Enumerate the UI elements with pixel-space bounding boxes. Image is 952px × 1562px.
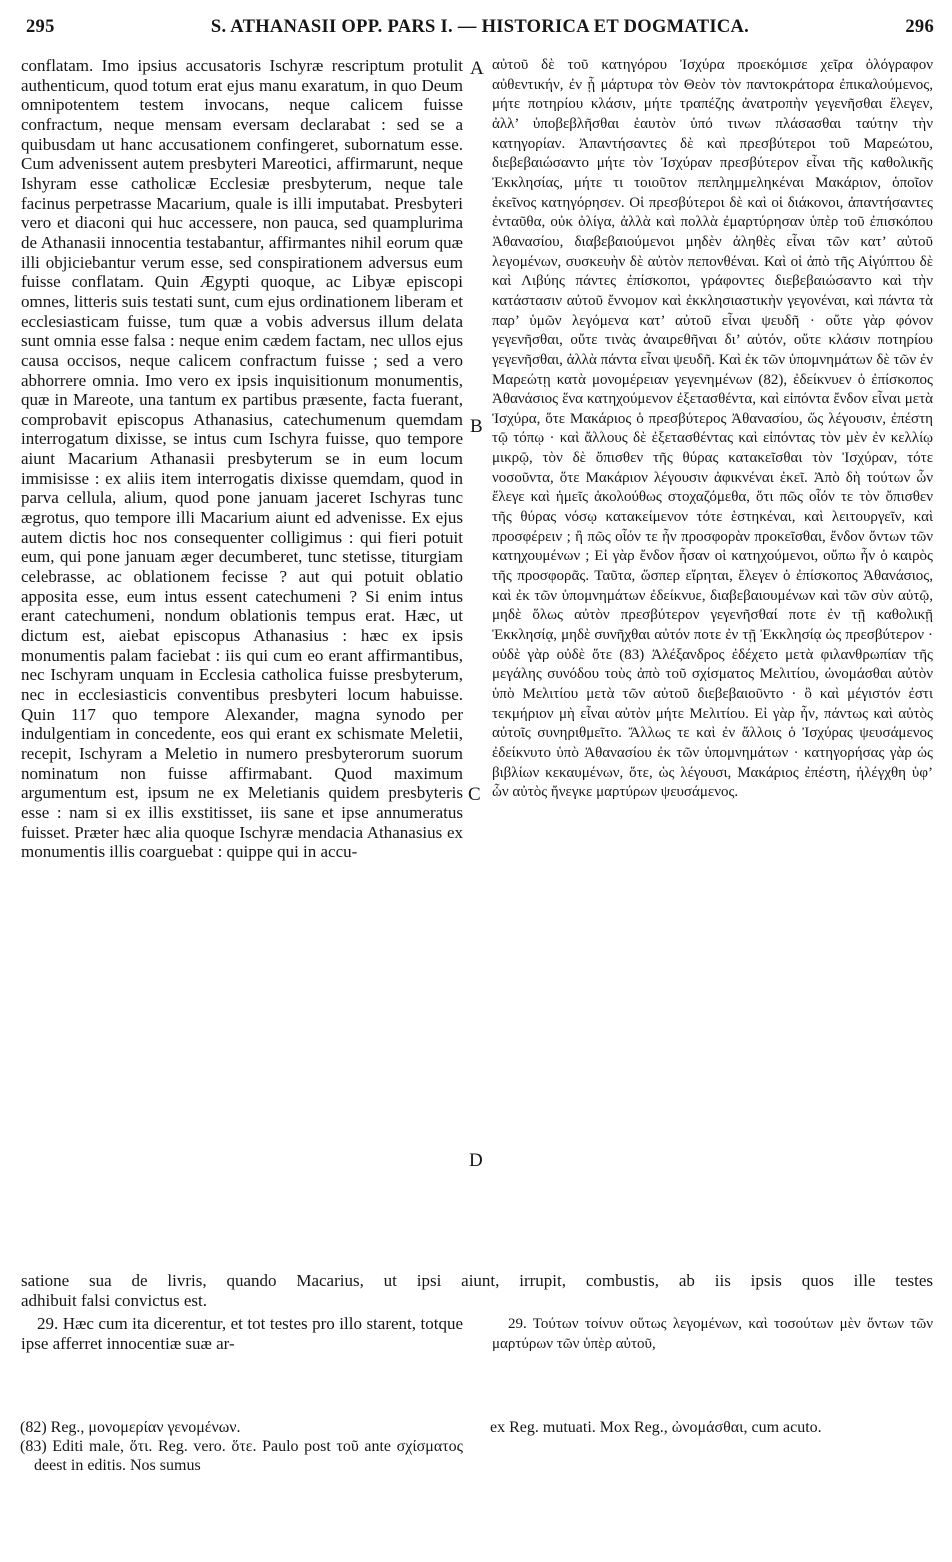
section-marker-a: A xyxy=(470,58,484,79)
latin-column xyxy=(21,56,463,862)
footnotes-right xyxy=(490,1418,930,1437)
section-29-latin xyxy=(21,1314,463,1353)
continuation-line-2: adhibuit falsi convictus est. xyxy=(21,1290,208,1310)
section-29-greek-text: 29. Τούτων τοίνυν οὕτως λεγομένων, καὶ τοσούτων μὲν ὄντων τῶν μαρτύρων τῶν ὑπὲρ αὐτοῦ, xyxy=(492,1316,933,1352)
section-29-greek xyxy=(492,1314,933,1354)
section-29-latin-text: 29. Hæc cum ita dicerentur, et tot testes pro illo starent, totque ipse afferret innocentiæ suæ ar- xyxy=(21,1314,463,1353)
greek-paragraph: αὐτοῦ δὲ τοῦ κατηγόρου Ἰσχύρα προεκόμισε χεῖρα ὁλόγραφον αὐθεντικήν, ἐν ᾗ μάρτυρα τὸν Θεὸν τὸν παντοκράτορα ἐπικαλούμενος, μήτε ποτηρίου κλάσιν, μήτε τραπέζης ἀνατροπὴν γεγενῆσθαι ἔλεγεν, ἀλλ’ ὑποβεβλῆσθαι ἑαυτὸν ὑπό τινων πλάσασθαι ταύτην τὴν κατηγορίαν. Ἀπαντήσαντες δὲ καὶ πρεσβύτεροι τοῦ Μαρεώτου, διεβεβαιώσαντο μήτε τὸν Ἰσχύραν πρεσβύτερον εἶναι τῆς καθολικῆς Ἐκκλησίας, μήτε τι τοιοῦτον πεπλημμεληκέναι Μακάριον, ὁποῖον ἐκεῖνος κατηγόρησεν. Οἱ πρεσβύτεροι δὲ καὶ οἱ διάκονοι, ἀπαντήσαντες ἐνταῦθα, οὐκ ὀλίγα, ἀλλὰ καὶ πολλὰ ἐμαρτύρησαν ὑπὲρ τοῦ ἐπισκόπου Ἀθανασίου, διαβεβαιούμενοι μηδὲν ἀληθὲς εἶναι τῶν κατ’ αὐτοῦ λεγομένων, συσκευὴν δὲ αὐτὸν πεπονθέναι. Καὶ οἱ ἀπὸ τῆς Αἰγύπτου δὲ καὶ Λιβύης πάντες ἐπίσκοποι, γράφοντες διεβεβαιώσαντο καὶ τὴν κατάστασιν αὐτοῦ ἔννομον καὶ ἐκκλησιαστικὴν γεγονέναι, καὶ πάντα τὰ παρ’ ὑμῶν λεγόμενα κατ’ αὐτοῦ εἶναι ψευδῆ · οὔτε γὰρ φόνον γεγενῆσθαι, οὔτε τινὰς ἀναιρεθῆναι δι’ αὐτόν, οὔτε κλάσιν ποτηρίου γεγενῆσθαι, ἀλλὰ πάντα εἶναι ψευδῆ. Καὶ ἐκ τῶν ὑπομνημάτων δὲ τῶν ἐν Μαρεώτῃ κατὰ μονομέρειαν γεγενημένων (82), ἐδείκνυεν ὁ ἐπίσκοπος Ἀθανάσιος ἕνα κατηχούμενον ἐξετασθέντα, καὶ εἰπόντα ἔνδον εἶναι μετὰ Ἰσχύρα, ὅτε Μακάριος ὁ πρεσβύτερος Ἀθανασίου, ὥς λέγουσιν, ἐπέστη τῷ τόπῳ · καὶ ἄλλους δὲ ἐξετασθέντας καὶ εἰπόντας τὸν μὲν ἐν κελλίῳ μικρῷ, τὸν δὲ ὄπισθεν τῆς θύρας κατακεῖσθαι τὸν Ἰσχύραν, τότε νοσοῦντα, ὅτε Μακάριον λέγουσιν ἀφικνέναι ἐκεῖ. Ἀπὸ δὴ τούτων ὧν ἔλεγε καὶ ἡμεῖς ἀκολούθως στοχαζόμεθα, ὅτι πῶς οἷόν τε τὸν ὄπισθεν τῆς θύρας νόσῳ κατακείμενον τότε ἑστηκέναι, καὶ λειτουργεῖν, καὶ προσφέρειν ; ἢ πῶς οἷόν τε ἦν προσφορὰν προκεῖσθαι, ἔνδον ὄντων τῶν κατηχουμένων ; Εἰ γὰρ ἔνδον ἦσαν οἱ κατηχούμενοι, οὔπω ἦν ὁ καιρὸς τῆς προσφορᾶς. Ταῦτα, ὥσπερ εἴρηται, ἔλεγεν ὁ ἐπίσκοπος Ἀθανάσιος, καὶ ἐκ τῶν ὑπομνημάτων ἐδείκνυε, διαβεβαιουμένων καὶ τῶν σὺν αὐτῷ, μηδὲ ὅλως αὐτὸν πρεσβύτερον γεγενῆσθαί ποτε ἐν τῇ καθολικῇ Ἐκκλησίᾳ, μηδὲ συνῆχθαι αὐτόν ποτε ἐν τῇ Ἐκκλησίᾳ ὡς πρεσβύτερον · οὐδὲ γὰρ οὐδὲ ὅτε (83) Ἀλέξανδρος ἐδέχετο μετὰ φιλανθρωπίαν τῆς μεγάλης συνόδου τοὺς ἀπὸ τοῦ σχίσματος Μελιτίου, ὠνομάσθαι αὐτὸν ὑπὸ Μελιτίου μετὰ τῶν αὐτοῦ διεβεβαιοῦντο · ὃ καὶ μέγιστόν ἐστι τεκμήριον μὴ εἶναι αὐτὸν μήτε Μελιτίου. Εἰ γὰρ ἦν, πάντως καὶ αὐτὸς αὐτοῖς συνηριθμεῖτο. Ἄλλως τε καὶ ἐν ἄλλοις ὁ Ἰσχύρας ψευσάμενος ἐδείκνυτο ὑπὸ Ἀθανασίου ἐκ τῶν ὑπομνημάτων · κατηγορήσας γὰρ ὡς βιβλίων κεκαυμένων, ὅτε, ὡς λέγουσι, Μακάριος ἐπέστη, ἠλέγχθη ὑφ’ ὧν αὐτὸς ἤνεγκε μαρτύρων ψευσάμενος. xyxy=(492,57,933,801)
continuation-line-1: satione sua de livris, quando Macarius, ut ipsi aiunt, irrupit, combustis, ab iis ipsis quos ille testes xyxy=(21,1271,933,1290)
footnote-continuation: ex Reg. mutuati. Mox Reg., ὠνομάσθαι, cum acuto. xyxy=(490,1419,822,1436)
section-marker-b: B xyxy=(470,416,483,437)
full-width-continuation xyxy=(21,1271,933,1310)
section-marker-c: C xyxy=(468,784,481,805)
running-title: S. ATHANASII OPP. PARS I. — HISTORICA ET DOGMATICA. xyxy=(210,17,750,37)
greek-column xyxy=(492,56,933,803)
footnotes-left xyxy=(20,1418,463,1475)
page-number-left: 295 xyxy=(26,17,55,37)
running-header xyxy=(26,17,934,43)
page-number-right: 296 xyxy=(905,17,934,37)
section-marker-d: D xyxy=(469,1150,483,1171)
footnote-83: (83) Editi male, ὅτι. Reg. vero. ὅτε. Paulo post τοῦ ante σχίσματος deest in editis. Nos sumus xyxy=(20,1438,463,1474)
latin-paragraph: conflatam. Imo ipsius accusatoris Ischyræ rescriptum protulit authenticum, quod totum erat ejus manu exaratum, in quo Deum omnipotentem testem invocans, neque calicem fuisse confractum, neque mensam eversam declarabat : sed se a quibusdam ut hanc accusationem confingeret, subornatum esse. Cum advenissent autem presbyteri Mareotici, affirmarunt, neque Ishyram esse catholicæ Ecclesiæ presbyterum, neque tale facinus perpetrasse Macarium, quale is illi imputabat. Presbyteri vero et diaconi qui huc accessere, non pauca, sed quamplurima de Athanasii innocentia testabantur, affirmantes nihil eorum quæ illi objiciebantur verum esse, sed conspirationem adversus eum fuisse conflatam. Quin Ægypti quoque, ac Libyæ episcopi omnes, litteris suis testati sunt, cum ejus ordinationem liberam et ecclesiasticam fuisse, tum quæ a vobis adversus illum delata sunt omnia esse falsa : neque enim cædem factam, nec ullos ejus causa occisos, neque calicem confractum fuisse ; sed a vero abhorrere omnia. Imo vero ex ipsis inquisitionum monumentis, quæ in Mareote, una tantum ex partibus præsente, facta fuerant, comprobavit episcopus Athanasius, catechumenum quemdam interrogatum dixisse, se intus cum Ischyra fuisse, quo tempore aiunt Macarium Athanasii presbyterum se in eum locum immisisse : ex aliis item interrogatis dixisse quemdam, quod in parva cellula, alium, quod pone januam jaceret Ischyras tunc ægrotus, quo tempore illi Macarium aiunt ed advenisse. Ex ejus autem dictis hoc nos consequenter colligimus : qui fieri potuit eum, qui pone januam æger decumberet, tunc stetisse, titurgiam celebrasse, ac oblationem fecisse ? aut qui potuit oblatio apposita esse, eum intus essent catechumeni ? Si enim intus erant catechumeni, nondum oblationis tempus erat. Hæc, ut dictum est, aiebat episcopus Athanasius : hæc ex ipsis monumentis palam faciebat : iis qui cum eo erant affirmantibus, nec Ischyram unquam in Ecclesia catholica fuisse presbyterum, nec in ecclesiasticis conventibus presbyteri locum habuisse. Quin 117 quo tempore Alexander, magna synodo per indulgentiam in concedente, eos qui erant ex schismate Meletii, recepit, Ischyram a Meletio in numero presbyterorum suorum nominatum non fuisse affirmabant. Quod maximum argumentum est, ipsum ne ex Meletianis quidem presbyteris esse : nam si ex illis exstitisset, iis sane et ipse annumeratus fuisset. Præter hæc alia quoque Ischyræ mendacia Athanasius ex monumentis illis coarguebat : quippe qui in accu- xyxy=(21,56,463,862)
footnote-82: (82) Reg., μονομερίαν γενομένων. xyxy=(20,1419,241,1436)
